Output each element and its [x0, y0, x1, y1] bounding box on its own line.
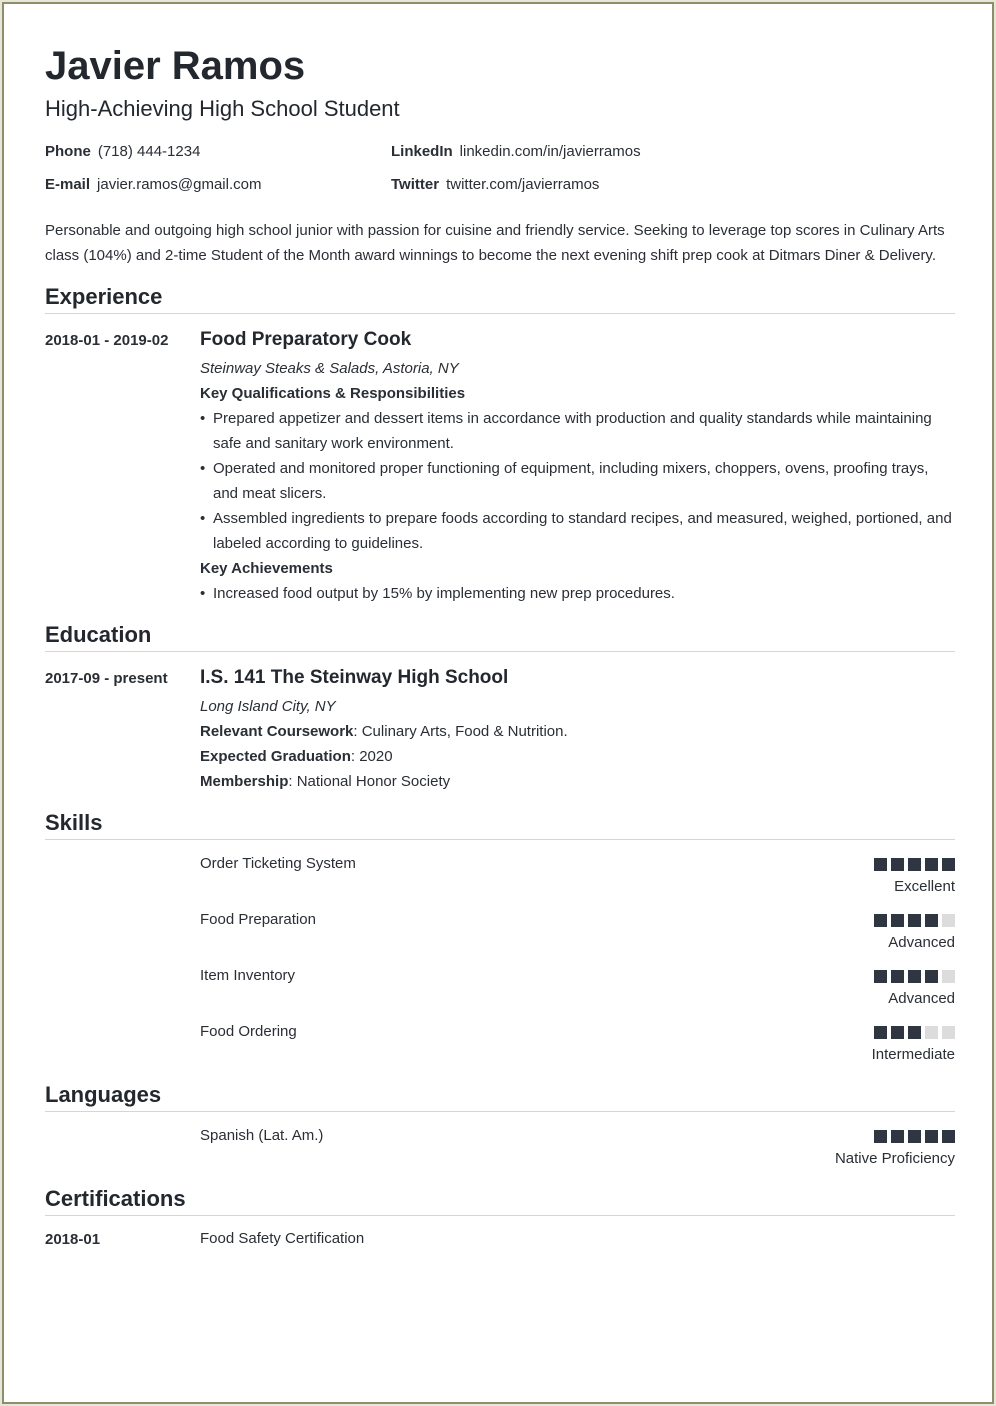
- responsibility-list: [200, 406, 955, 556]
- section-divider: [45, 313, 955, 314]
- section-title-certifications: Certifications: [45, 1186, 186, 1211]
- rating-square-filled: [908, 858, 921, 871]
- rating-square-empty: [942, 970, 955, 983]
- skill-rating: [874, 858, 955, 871]
- contact-linkedin-value[interactable]: linkedin.com/in/javierramos: [459, 143, 641, 160]
- rating-square-empty: [942, 1026, 955, 1039]
- rating-square-filled: [874, 858, 887, 871]
- rating-square-filled: [891, 1130, 904, 1143]
- skill-level: Intermediate: [871, 1046, 955, 1063]
- certification-date: 2018-01: [45, 1231, 101, 1248]
- summary-text: Personable and outgoing high school junior with passion for cuisine and friendly service. Seeking to leverage top scores in Culinary Arts class (104%) and 2-time Student of the Month award winnings to become the next evening shift prep cook at Ditmars Diner & Delivery.: [45, 222, 945, 264]
- contact-linkedin: [391, 143, 641, 160]
- skill-rating: [874, 1026, 955, 1039]
- job-title: Food Preparatory Cook: [200, 329, 412, 350]
- school-name: I.S. 141 The Steinway High School: [200, 667, 509, 688]
- section-title-experience: Experience: [45, 284, 163, 309]
- coursework-label: Relevant Coursework: [200, 723, 354, 740]
- education-date: 2017-09 - present: [45, 670, 168, 687]
- contact-email: [45, 176, 261, 193]
- rating-square-filled: [874, 970, 887, 983]
- language-level: Native Proficiency: [834, 1150, 955, 1167]
- section-title-languages: Languages: [45, 1082, 162, 1107]
- education-entry: [200, 664, 955, 794]
- rating-square-filled: [925, 970, 938, 983]
- section-divider: [45, 1215, 955, 1216]
- rating-square-filled: [874, 1130, 887, 1143]
- rating-square-filled: [908, 1130, 921, 1143]
- list-item: • Prepared appetizer and dessert items in accordance with production and quality standards while maintaining safe and sanitary work environment.: [200, 406, 955, 456]
- rating-square-filled: [942, 1130, 955, 1143]
- skill-level: Excellent: [894, 878, 955, 895]
- contact-twitter-value[interactable]: twitter.com/javierramos: [446, 176, 600, 193]
- rating-square-filled: [891, 914, 904, 927]
- rating-square-empty: [925, 1026, 938, 1039]
- rating-square-empty: [942, 914, 955, 927]
- membership-line: [200, 769, 955, 794]
- skill-name: Item Inventory: [200, 967, 296, 984]
- company-location: Steinway Steaks & Salads, Astoria, NY: [200, 360, 459, 377]
- rating-square-filled: [908, 1026, 921, 1039]
- language-rating: [874, 1130, 955, 1143]
- membership-value: : National Honor Society: [288, 773, 451, 790]
- section-divider: [45, 1111, 955, 1112]
- rating-square-filled: [942, 858, 955, 871]
- contact-twitter: [391, 176, 599, 193]
- list-item: • Operated and monitored proper functioning of equipment, including mixers, choppers, ovens, proofing trays, and meat slicers.: [200, 456, 955, 506]
- language-name: Spanish (Lat. Am.): [200, 1127, 324, 1144]
- rating-square-filled: [908, 970, 921, 983]
- graduation-label: Expected Graduation: [200, 748, 351, 765]
- rating-square-filled: [874, 1026, 887, 1039]
- contact-twitter-label: Twitter: [391, 176, 440, 193]
- section-divider: [45, 839, 955, 840]
- rating-square-filled: [908, 914, 921, 927]
- rating-square-filled: [925, 1130, 938, 1143]
- rating-square-filled: [891, 1026, 904, 1039]
- skill-name: Order Ticketing System: [200, 855, 356, 872]
- section-title-education: Education: [45, 622, 152, 647]
- skill-rating: [874, 970, 955, 983]
- skill-level: Advanced: [888, 934, 955, 951]
- list-item: • Increased food output by 15% by implementing new prep procedures.: [200, 581, 955, 606]
- rating-square-filled: [891, 858, 904, 871]
- contact-phone-label: Phone: [45, 143, 91, 160]
- skill-level: Advanced: [888, 990, 955, 1007]
- rating-square-filled: [874, 914, 887, 927]
- rating-square-filled: [925, 858, 938, 871]
- skill-name: Food Ordering: [200, 1023, 297, 1040]
- experience-entry: [200, 326, 955, 606]
- achievements-heading: Key Achievements: [200, 560, 333, 577]
- graduation-line: [200, 744, 955, 769]
- qualifications-heading: Key Qualifications & Responsibilities: [200, 385, 466, 402]
- skill-name: Food Preparation: [200, 911, 316, 928]
- resume-name: Javier Ramos: [45, 44, 306, 88]
- contact-email-value[interactable]: javier.ramos@gmail.com: [97, 176, 262, 193]
- certification-name: Food Safety Certification: [200, 1230, 365, 1247]
- experience-date: 2018-01 - 2019-02: [45, 332, 169, 349]
- rating-square-filled: [891, 970, 904, 983]
- coursework-line: [200, 719, 955, 744]
- skill-rating: [874, 914, 955, 927]
- coursework-value: : Culinary Arts, Food & Nutrition.: [353, 723, 568, 740]
- resume-page: [2, 2, 994, 1404]
- list-item: • Assembled ingredients to prepare foods according to standard recipes, and measured, weighed, portioned, and labeled according to guidelines.: [200, 506, 955, 556]
- contact-phone-value: (718) 444-1234: [97, 143, 201, 160]
- resume-headline: High-Achieving High School Student: [45, 96, 400, 121]
- membership-label: Membership: [200, 773, 289, 790]
- section-divider: [45, 651, 955, 652]
- section-title-skills: Skills: [45, 810, 103, 835]
- achievement-list: [200, 581, 955, 606]
- rating-square-filled: [925, 914, 938, 927]
- school-location: Long Island City, NY: [200, 698, 336, 715]
- contact-email-label: E-mail: [45, 176, 91, 193]
- contact-phone: [45, 143, 200, 160]
- contact-linkedin-label: LinkedIn: [391, 143, 453, 160]
- graduation-value: : 2020: [350, 748, 393, 765]
